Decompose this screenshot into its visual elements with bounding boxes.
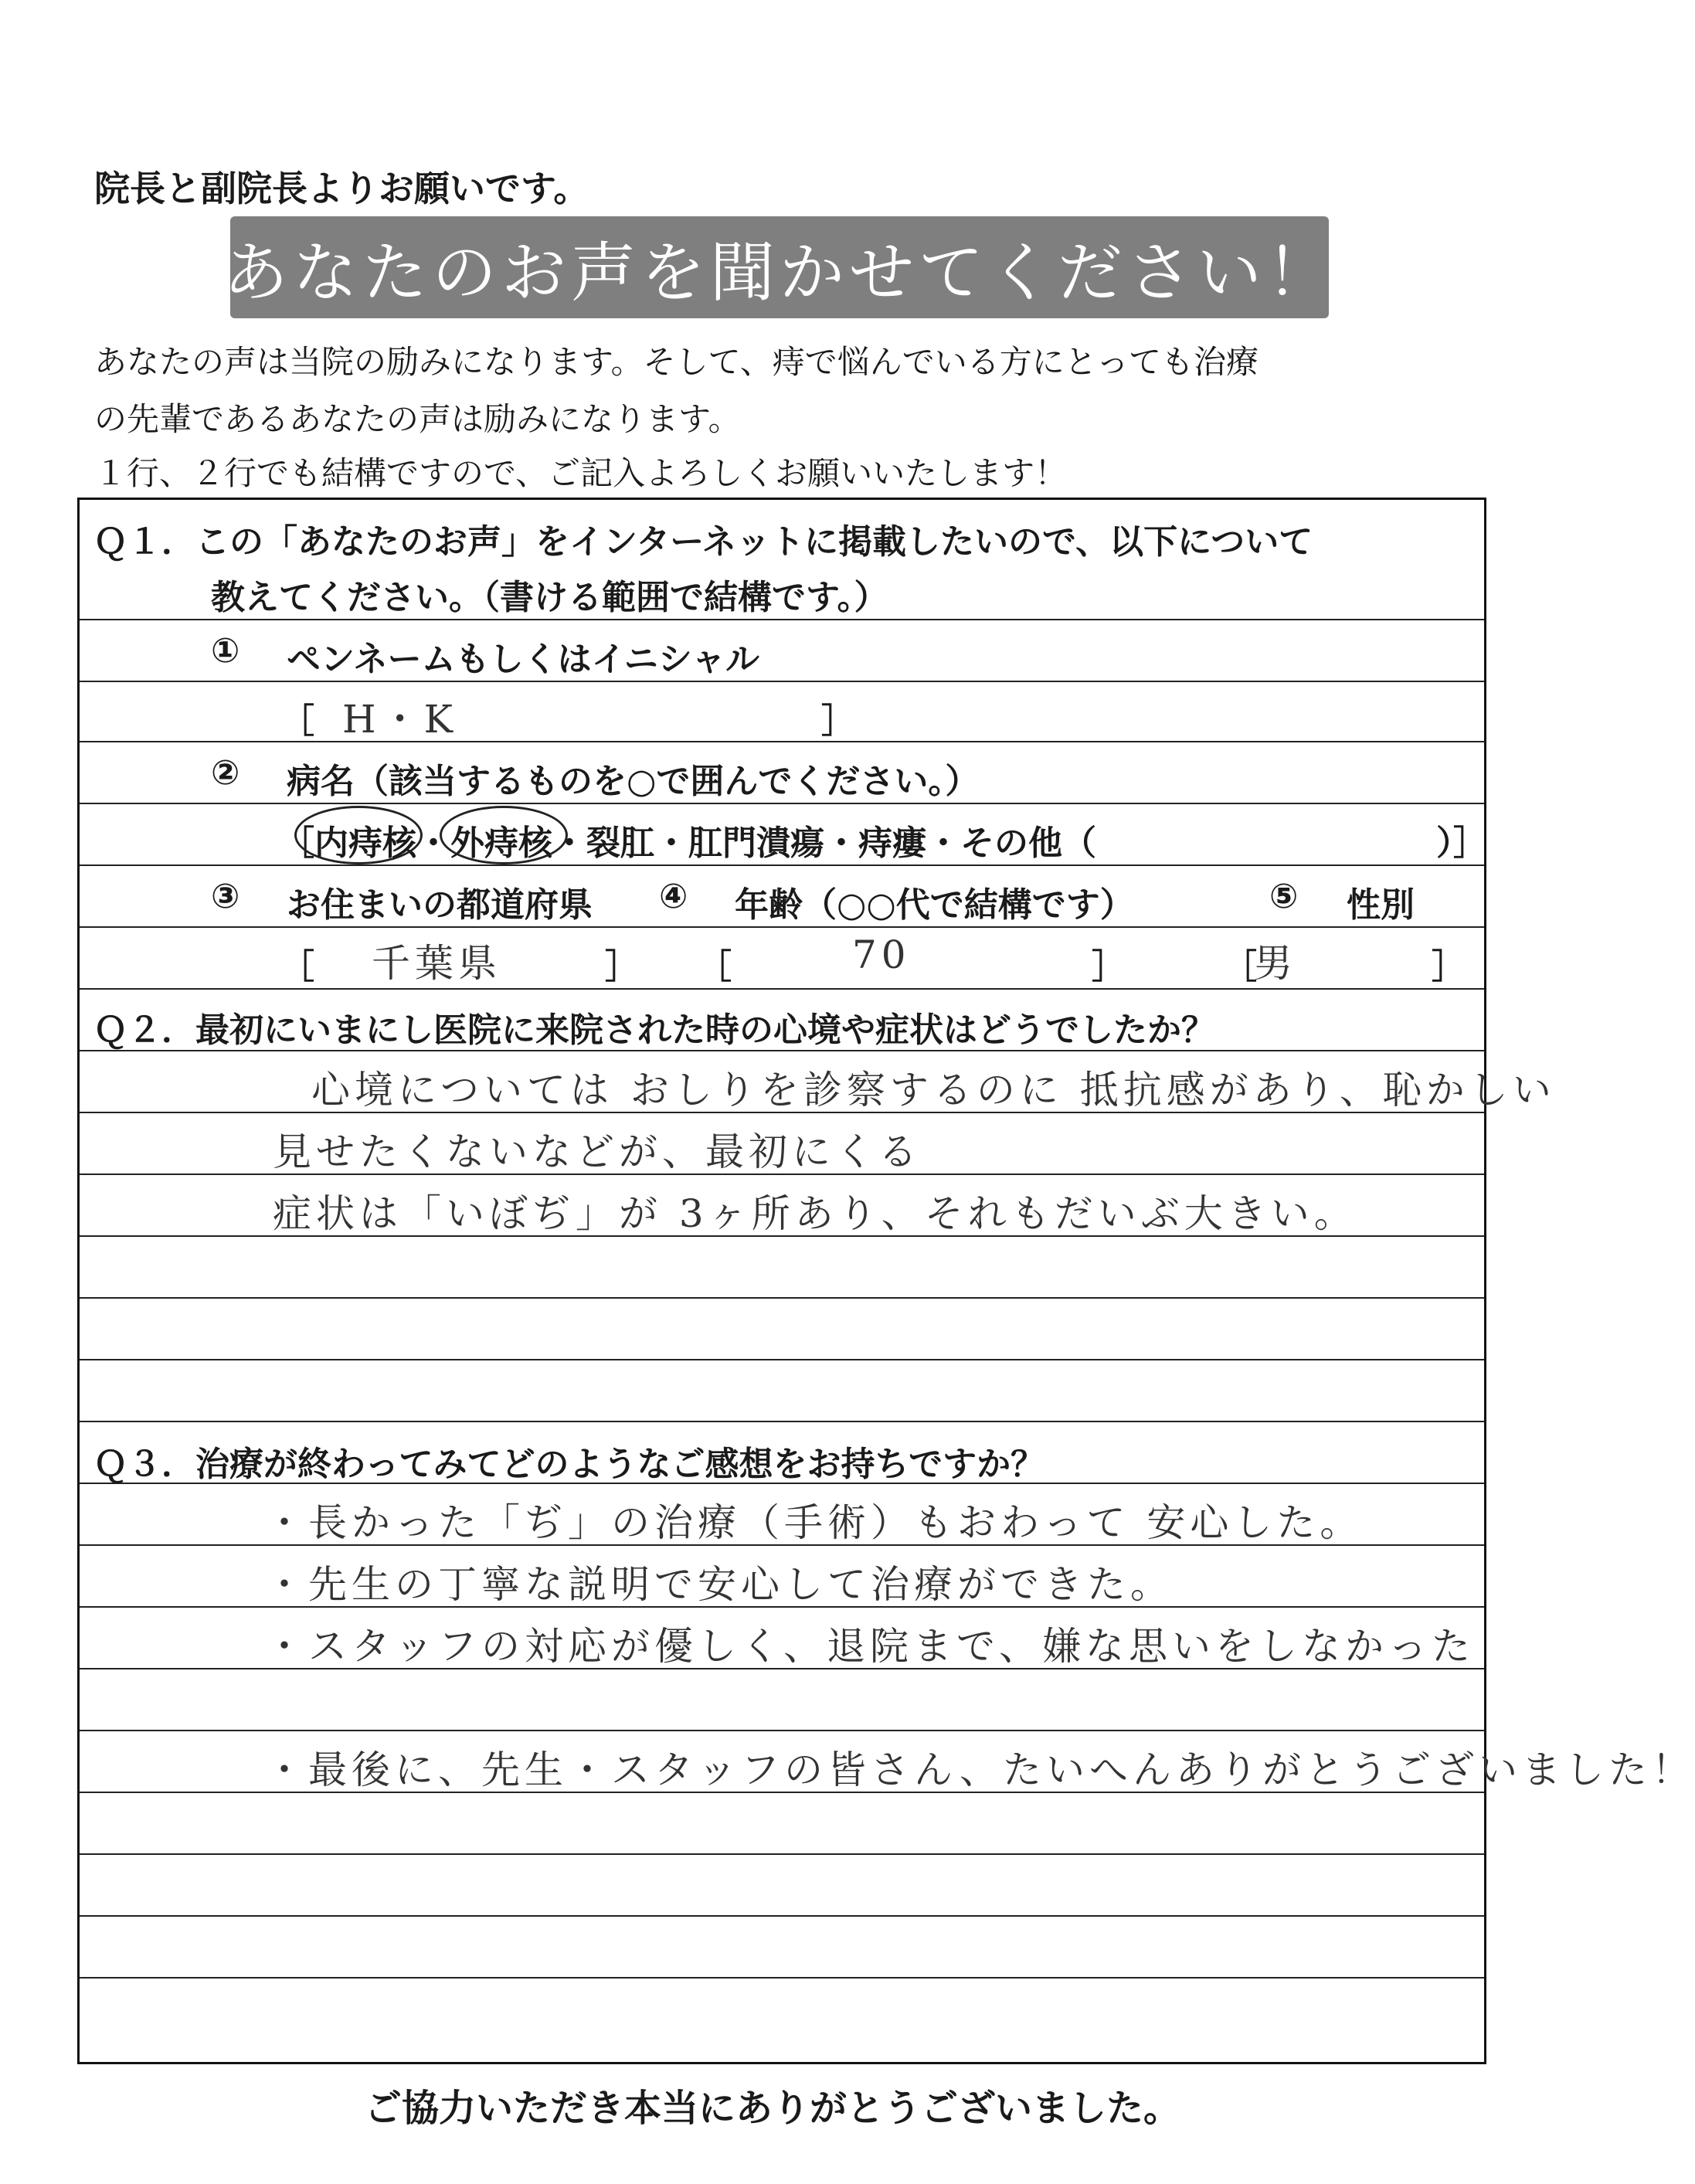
item-3-label: お住まいの都道府県 <box>287 885 593 925</box>
form-rule <box>80 926 1484 928</box>
item-4-answer-handwritten: 70 <box>852 932 911 977</box>
lead-text-2: の先輩であるあなたの声は励みになります。 <box>94 400 741 438</box>
page-title: あなたのお声を聞かせてください！ <box>223 234 1337 311</box>
item-1-number: ① <box>211 631 240 671</box>
form-rule <box>80 864 1484 866</box>
item-4-bracket-close: ］ <box>1092 947 1126 987</box>
form-rule <box>80 681 1484 682</box>
item-5-bracket-open: ［ <box>1223 947 1257 987</box>
item-5-answer-handwritten: 男 <box>1254 941 1297 986</box>
q3-answer-line: ・最後に、先生・スタッフの皆さん、たいへんありがとうございました！ <box>265 1748 1695 1792</box>
item-1-label: ペンネームもしくはイニシャル <box>287 640 760 679</box>
item-4-label: 年齢（○○代で結構です） <box>735 885 1134 925</box>
form-rule <box>80 1421 1484 1422</box>
item-3-bracket-open: ［ <box>280 947 314 987</box>
form-rule <box>80 619 1484 620</box>
lead-text-1: あなたの声は当院の励みになります。そして、痔で悩んでいる方にとっても治療 <box>94 343 1259 381</box>
form-rule <box>80 1359 1484 1360</box>
item-5-label: 性別 <box>1347 885 1415 925</box>
circle-mark-internal-hemorrhoid <box>294 806 423 864</box>
q2-answer-line: 心境については おしりを診察するのに 抵抗感があり、恥かしい <box>311 1068 1556 1112</box>
form-rule <box>80 1915 1484 1917</box>
item-3-number: ③ <box>211 877 240 916</box>
q2-answer-line: 症状は「いぼぢ」が 3ヶ所あり、それもだいぶ大きい。 <box>273 1191 1357 1236</box>
questionnaire-form <box>77 498 1695 2064</box>
title-banner <box>223 216 1337 318</box>
intro-text: 院長と副院長よりお願いです。 <box>94 168 589 209</box>
q3-answer-line: ・スタッフの対応が優しく、退院まで、嫌な思いをしなかった <box>265 1624 1475 1669</box>
item-5-number: ⑤ <box>1269 877 1299 916</box>
form-rule <box>80 1853 1484 1855</box>
form-rule <box>80 1977 1484 1979</box>
thank-you-text: ご協力いただき本当にありがとうございました。 <box>364 2087 1180 2130</box>
q2-answer-line: 見せたくないなどが、最初にくる <box>273 1129 922 1174</box>
form-rule <box>80 1297 1484 1299</box>
item-3-answer-handwritten: 千葉県 <box>372 941 501 986</box>
form-rule <box>80 803 1484 804</box>
circle-mark-external-hemorrhoid <box>440 806 568 864</box>
form-rule <box>80 1730 1484 1731</box>
q3-question: Ｑ３．治療が終わってみてどのようなご感想をお持ちですか？ <box>93 1445 1045 1484</box>
item-4-bracket-open: ［ <box>698 947 732 987</box>
item-5-bracket-close: ］ <box>1432 947 1466 987</box>
item-4-number: ④ <box>659 877 688 916</box>
item-2-number: ② <box>211 753 240 793</box>
item-2-label: 病名（該当するものを○で囲んでください。） <box>287 762 980 801</box>
q3-answer-line: ・長かった「ぢ」の治療（手術）もおわって 安心した。 <box>265 1500 1364 1545</box>
lead-text-3: １行、２行でも結構ですので、ご記入よろしくお願いいたします！ <box>94 454 1068 492</box>
item-1-bracket-open: ［ <box>280 701 314 741</box>
item-1-bracket-close: ］ <box>821 701 855 741</box>
q3-answer-line: ・先生の丁寧な説明で安心して治療ができた。 <box>265 1562 1174 1607</box>
item-2-options: ［内痔核・外痔核・裂肛・肛門潰瘍・痔瘻・その他（ ）］ <box>280 824 1487 863</box>
form-rule <box>80 988 1484 990</box>
q1-question-line-1: Ｑ１．この「あなたのお声」をインターネットに掲載したいので、以下について <box>93 522 1313 562</box>
item-3-bracket-close: ］ <box>605 947 639 987</box>
q2-question: Ｑ２．最初にいまにし医院に来院された時の心境や症状はどうでしたか？ <box>93 1010 1215 1050</box>
q1-question-line-2: 教えてください。（書ける範囲で結構です。） <box>211 578 888 617</box>
item-1-answer-handwritten: H・K <box>342 697 457 742</box>
